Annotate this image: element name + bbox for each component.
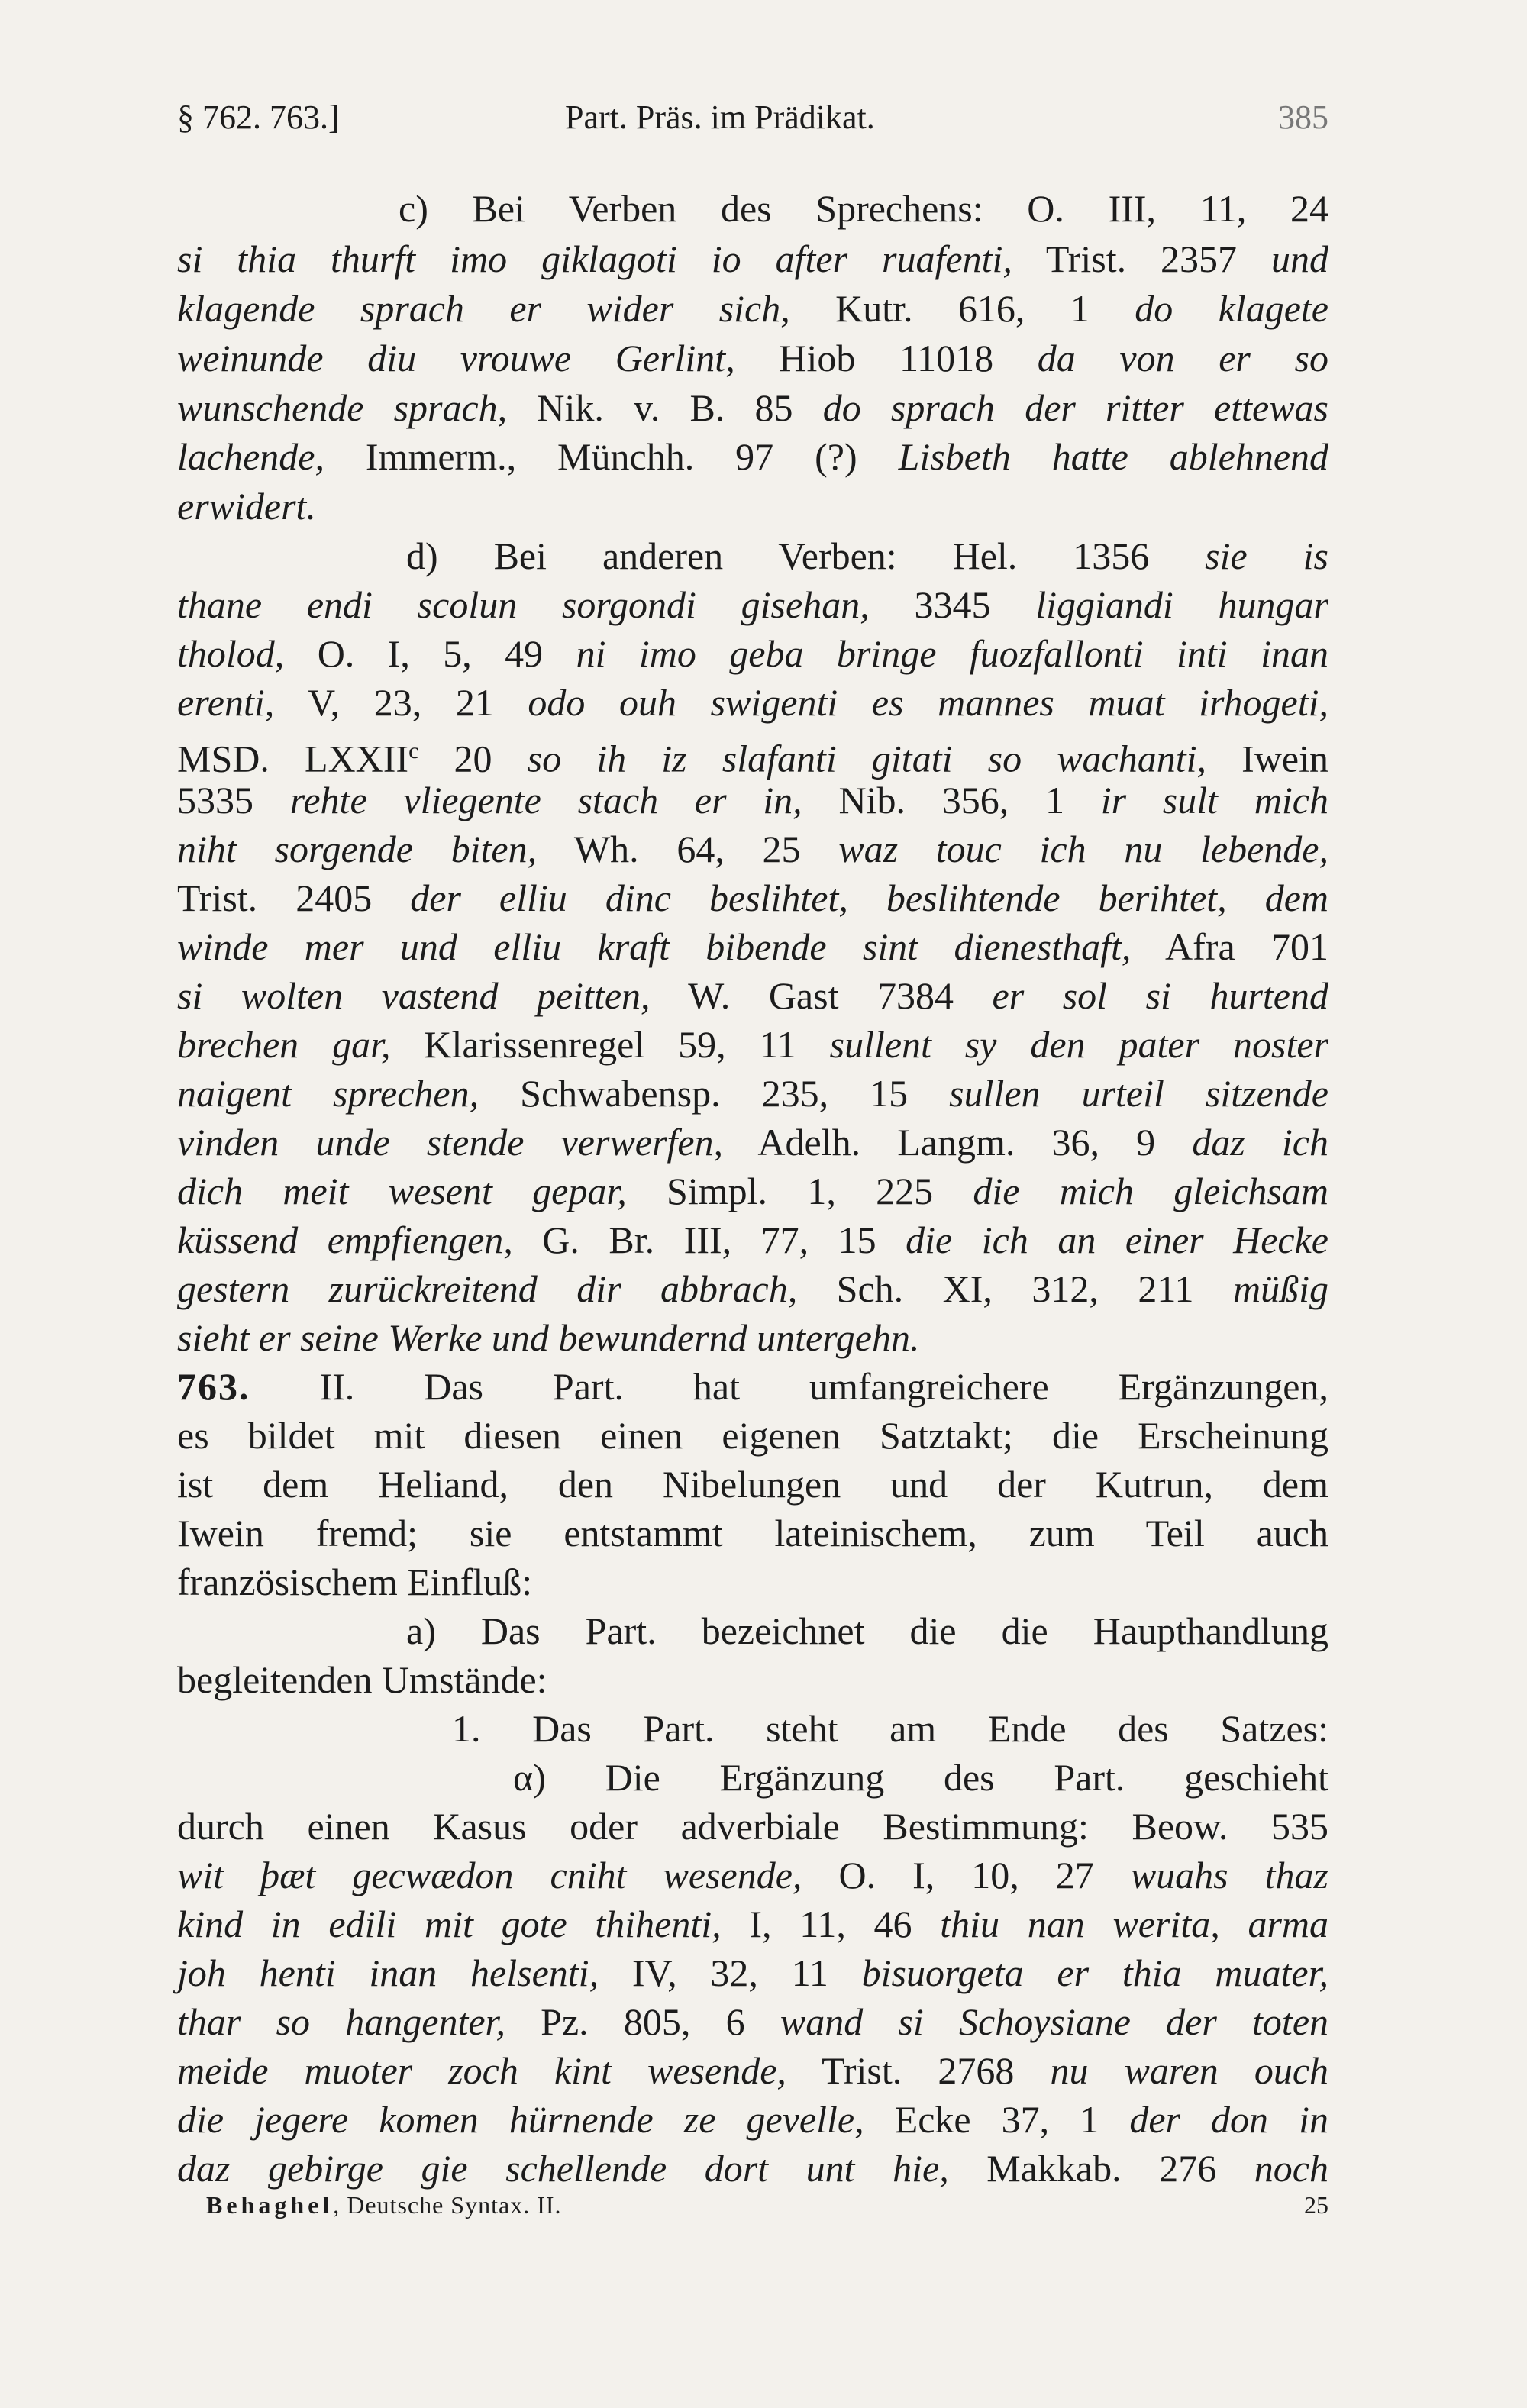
italic-quote: sieht er seine Werke und bewundernd untergehn. bbox=[177, 1316, 920, 1359]
text-line bbox=[406, 1606, 1328, 1656]
text-segment: begleitenden Umstände: bbox=[177, 1658, 547, 1701]
italic-quote: thane endi scolun sorgondi gisehan, bbox=[177, 583, 870, 626]
italic-quote: naigent sprechen, bbox=[177, 1072, 479, 1115]
italic-quote: ir sult mich bbox=[1100, 779, 1328, 821]
text-line bbox=[177, 1410, 1328, 1461]
text-line bbox=[177, 2045, 1328, 2096]
text-line bbox=[177, 1948, 1328, 1998]
text-line bbox=[177, 383, 1328, 433]
text-line bbox=[177, 579, 1328, 630]
italic-quote: waz touc ich nu lebende, bbox=[838, 828, 1328, 870]
italic-quote: weinunde diu vrouwe Gerlint, bbox=[177, 337, 735, 379]
text-line bbox=[177, 1166, 1328, 1216]
text-line bbox=[177, 481, 1328, 531]
text-line bbox=[177, 2094, 1328, 2145]
text-segment: Simpl. 1, 225 bbox=[626, 1170, 973, 1212]
italic-quote: tholod, bbox=[177, 632, 285, 675]
text-segment: Adelh. Langm. 36, 9 bbox=[723, 1121, 1193, 1164]
italic-quote: Lisbeth hatte ablehnend bbox=[898, 435, 1329, 478]
text-line bbox=[177, 1264, 1328, 1314]
text-line bbox=[177, 1361, 1328, 1412]
italic-quote: sie is bbox=[1205, 534, 1328, 577]
text-line bbox=[177, 970, 1328, 1021]
italic-quote: winde mer und elliu kraft bibende sint dienesthaft, bbox=[177, 925, 1132, 968]
text-line bbox=[177, 1117, 1328, 1167]
text-line bbox=[177, 873, 1328, 923]
italic-quote: wunschende sprach, bbox=[177, 386, 508, 429]
text-line bbox=[177, 1557, 1328, 1607]
italic-quote: klagende sprach er wider sich, bbox=[177, 287, 790, 330]
italic-quote: ni imo geba bringe fuozfallonti inti inan bbox=[576, 632, 1328, 675]
text-line bbox=[177, 1068, 1328, 1118]
italic-quote: die ich an einer Hecke bbox=[906, 1219, 1328, 1261]
text-line bbox=[513, 1752, 1328, 1803]
italic-quote: gestern zurückreitend dir abbrach, bbox=[177, 1267, 798, 1310]
italic-quote: sullent sy den pater noster bbox=[829, 1023, 1328, 1066]
footer-signature bbox=[206, 2191, 562, 2219]
italic-quote: so ih iz slafanti gitati so wachanti, bbox=[527, 737, 1207, 780]
italic-quote: odo ouh swigenti es mannes muat irhogeti, bbox=[528, 681, 1328, 724]
italic-quote: sullen urteil sitzende bbox=[949, 1072, 1328, 1115]
text-segment: c) Bei Verben des Sprechens: O. III, 11, 24 bbox=[399, 187, 1328, 230]
text-line bbox=[177, 628, 1328, 679]
text-segment: Trist. 2405 bbox=[177, 876, 411, 919]
text-segment: Klarissenregel 59, 11 bbox=[390, 1023, 830, 1066]
italic-quote: brechen gar, bbox=[177, 1023, 391, 1066]
text-segment: O. I, 5, 49 bbox=[284, 632, 576, 675]
text-segment: Sch. XI, 312, 211 bbox=[797, 1267, 1233, 1310]
italic-quote: müßig bbox=[1233, 1267, 1328, 1310]
text-line bbox=[177, 1508, 1328, 1558]
footer-author: Behaghel bbox=[206, 2191, 334, 2219]
text-segment: 3345 bbox=[869, 583, 1036, 626]
text-segment: V, 23, 21 bbox=[274, 681, 528, 724]
text-segment: Schwabensp. 235, 15 bbox=[479, 1072, 950, 1115]
text-line bbox=[177, 1996, 1328, 2047]
italic-quote: die mich gleichsam bbox=[973, 1170, 1329, 1212]
text-segment: Kutr. 616, 1 bbox=[789, 287, 1135, 330]
text-segment: Nib. 356, 1 bbox=[802, 779, 1101, 821]
text-segment: II. Das Part. hat umfangreichere Ergänzungen, bbox=[250, 1365, 1328, 1408]
text-line bbox=[177, 775, 1328, 825]
text-segment: durch einen Kasus oder adverbiale Bestimmung: Beow. 535 bbox=[177, 1805, 1328, 1848]
text-segment: Immerm., Münchh. 97 (?) bbox=[324, 435, 899, 478]
text-line bbox=[177, 1215, 1328, 1265]
italic-quote: und bbox=[1271, 237, 1328, 280]
text-line bbox=[177, 1019, 1328, 1070]
text-segment: Iwein bbox=[1206, 737, 1329, 780]
signature-mark: 25 bbox=[1304, 2191, 1328, 2219]
text-line bbox=[177, 431, 1328, 482]
text-segment: Trist. 2768 bbox=[786, 2049, 1051, 2092]
italic-quote: liggiandi hungar bbox=[1035, 583, 1328, 626]
italic-quote: joh henti inan helsenti, bbox=[177, 1951, 599, 1994]
italic-quote: vinden unde stende verwerfen, bbox=[177, 1121, 724, 1164]
italic-quote: si thia thurft imo giklagoti io after ruafenti, bbox=[177, 237, 1012, 280]
italic-quote: nu waren ouch bbox=[1050, 2049, 1329, 2092]
header-title: Part. Präs. im Prädikat. bbox=[565, 98, 875, 136]
text-line bbox=[177, 1801, 1328, 1851]
italic-quote: wuahs thaz bbox=[1130, 1854, 1328, 1896]
italic-quote: thiu nan werita, arma bbox=[940, 1903, 1329, 1945]
italic-quote: wit þæt gecwædon cniht wesende, bbox=[177, 1854, 802, 1896]
running-header bbox=[177, 98, 1328, 151]
italic-quote: daz ich bbox=[1192, 1121, 1328, 1164]
italic-quote: da von er so bbox=[1037, 337, 1328, 379]
text-line bbox=[177, 333, 1328, 383]
italic-quote: der elliu dinc beslihtet, beslihtende berihtet, dem bbox=[410, 876, 1328, 919]
text-segment: 5335 bbox=[177, 779, 290, 821]
page-number: 385 bbox=[1278, 98, 1328, 136]
text-segment: IV, 32, 11 bbox=[599, 1951, 862, 1994]
text-segment: französischem Einfluß: bbox=[177, 1561, 533, 1603]
text-segment: es bildet mit diesen einen eigenen Satztakt; die Erscheinung bbox=[177, 1414, 1328, 1457]
italic-quote: do sprach der ritter ettewas bbox=[822, 386, 1328, 429]
italic-quote: daz gebirge gie schellende dort unt hie, bbox=[177, 2147, 949, 2190]
text-segment: I, 11, 46 bbox=[721, 1903, 941, 1945]
italic-quote: erenti, bbox=[177, 681, 275, 724]
text-segment: a) Das Part. bezeichnet die die Haupthandlung bbox=[406, 1609, 1328, 1652]
italic-quote: bisuorgeta er thia muater, bbox=[861, 1951, 1328, 1994]
italic-quote: kind in edili mit gote thihenti, bbox=[177, 1903, 722, 1945]
text-segment: Pz. 805, 6 bbox=[505, 2000, 780, 2043]
italic-quote: si wolten vastend peitten, bbox=[177, 974, 651, 1017]
text-line bbox=[406, 531, 1328, 581]
text-segment: Afra 701 bbox=[1131, 925, 1328, 968]
text-line bbox=[177, 234, 1328, 284]
text-segment: c bbox=[408, 738, 419, 763]
text-line bbox=[177, 1850, 1328, 1900]
text-segment: 1. Das Part. steht am Ende des Satzes: bbox=[452, 1707, 1328, 1750]
italic-quote: der don in bbox=[1129, 2098, 1329, 2141]
italic-quote: erwidert. bbox=[177, 485, 316, 528]
text-segment: Hiob 11018 bbox=[734, 337, 1038, 379]
text-segment: Ecke 37, 1 bbox=[864, 2098, 1130, 2141]
text-line bbox=[177, 824, 1328, 874]
text-segment: α) Die Ergänzung des Part. geschieht bbox=[513, 1756, 1328, 1799]
italic-quote: noch bbox=[1254, 2147, 1328, 2190]
text-segment: Nik. v. B. 85 bbox=[507, 386, 823, 429]
text-segment: Iwein fremd; sie entstammt lateinischem, zum Teil auch bbox=[177, 1512, 1328, 1554]
italic-quote: die jegere komen hürnende ze gevelle, bbox=[177, 2098, 864, 2141]
italic-quote: küssend empfiengen, bbox=[177, 1219, 513, 1261]
text-segment: 20 bbox=[418, 737, 528, 780]
italic-quote: lachende, bbox=[177, 435, 324, 478]
text-line bbox=[177, 726, 1329, 780]
text-segment: Makkab. 276 bbox=[948, 2147, 1254, 2190]
text-line bbox=[399, 183, 1328, 234]
text-line bbox=[177, 922, 1328, 972]
text-segment: W. Gast 7384 bbox=[650, 974, 993, 1017]
italic-quote: dich meit wesent gepar, bbox=[177, 1170, 627, 1212]
text-line bbox=[452, 1703, 1328, 1754]
text-line bbox=[177, 677, 1328, 728]
text-segment: Wh. 64, 25 bbox=[537, 828, 839, 870]
text-segment: O. I, 10, 27 bbox=[802, 1854, 1131, 1896]
text-segment: ist dem Heliand, den Nibelungen und der Kutrun, dem bbox=[177, 1463, 1328, 1506]
footer-title: , Deutsche Syntax. II. bbox=[333, 2191, 562, 2219]
text-line bbox=[177, 1654, 1328, 1705]
text-segment: d) Bei anderen Verben: Hel. 1356 bbox=[406, 534, 1206, 577]
text-segment: G. Br. III, 77, 15 bbox=[512, 1219, 906, 1261]
italic-quote: rehte vliegente stach er in, bbox=[289, 779, 802, 821]
page-footer bbox=[206, 2191, 1328, 2229]
text-segment: MSD. LXXII bbox=[177, 737, 409, 780]
header-section-ref: § 762. 763.] bbox=[177, 98, 340, 136]
text-line bbox=[177, 1459, 1328, 1509]
text-line bbox=[177, 283, 1328, 334]
section-number: 763. bbox=[177, 1365, 250, 1408]
italic-quote: er sol si hurtend bbox=[992, 974, 1329, 1017]
text-line bbox=[177, 1312, 1328, 1363]
italic-quote: niht sorgende biten, bbox=[177, 828, 538, 870]
italic-quote: thar so hangenter, bbox=[177, 2000, 505, 2043]
text-line bbox=[177, 2143, 1328, 2193]
italic-quote: meide muoter zoch kint wesende, bbox=[177, 2049, 786, 2092]
text-line bbox=[177, 1899, 1328, 1949]
italic-quote: do klagete bbox=[1135, 287, 1328, 330]
text-segment: Trist. 2357 bbox=[1012, 237, 1271, 280]
italic-quote: wand si Schoysiane der toten bbox=[780, 2000, 1329, 2043]
